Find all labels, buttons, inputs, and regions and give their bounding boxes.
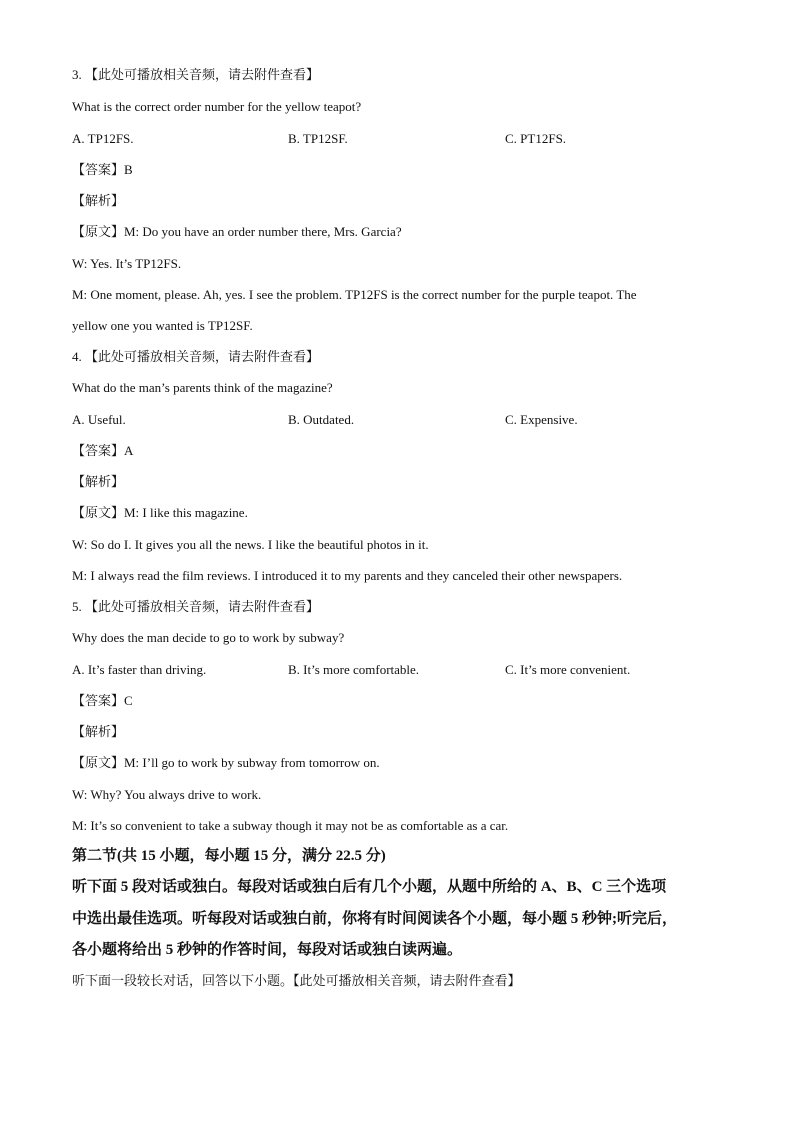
q3-answer: 【答案】B xyxy=(72,162,133,177)
q5-option-a: A. It’s faster than driving. xyxy=(72,662,207,677)
q5-header: 5. 【此处可播放相关音频，请去附件查看】 xyxy=(72,599,320,614)
q4-header: 4. 【此处可播放相关音频，请去附件查看】 xyxy=(72,349,320,364)
q3-transcript-line: M: One moment, please. Ah, yes. I see the problem. TP12FS is the correct number for the purple teapot. The xyxy=(72,287,637,302)
section-instruction-line: 中选出最佳选项。听每段对话或独白前，你将有时间阅读各个小题，每小题 5 秒钟;听完后， xyxy=(72,911,677,927)
q4-analysis: 【解析】 xyxy=(72,474,125,489)
q4-transcript-line: 【原文】M: I like this magazine. xyxy=(72,505,248,520)
q3-option-b: B. TP12SF. xyxy=(288,131,348,146)
q3-analysis: 【解析】 xyxy=(72,193,125,208)
q5-answer: 【答案】C xyxy=(72,693,133,708)
section-instruction-line: 各小题将给出 5 秒钟的作答时间，每段对话或独白读两遍。 xyxy=(72,942,463,958)
q5-option-c: C. It’s more convenient. xyxy=(505,662,631,677)
q5-option-b: B. It’s more comfortable. xyxy=(288,662,420,677)
q3-option-a: A. TP12FS. xyxy=(72,131,134,146)
q5-analysis: 【解析】 xyxy=(72,724,125,739)
q4-option-a: A. Useful. xyxy=(72,412,126,427)
q5-transcript-line: 【原文】M: I’ll go to work by subway from tomorrow on. xyxy=(72,755,380,770)
q3-transcript-line: 【原文】M: Do you have an order number there, Mrs. Garcia? xyxy=(72,224,402,239)
q5-transcript-line: M: It’s so convenient to take a subway though it may not be as comfortable as a car. xyxy=(72,818,509,833)
section-title: 第二节(共 15 小题，每小题 15 分，满分 22.5 分) xyxy=(72,848,386,864)
q5-question: Why does the man decide to go to work by subway? xyxy=(72,630,345,645)
q4-question: What do the man’s parents think of the magazine? xyxy=(72,380,333,395)
q4-transcript-line: W: So do I. It gives you all the news. I like the beautiful photos in it. xyxy=(72,537,429,552)
q4-transcript-line: M: I always read the film reviews. I introduced it to my parents and they canceled their other newspapers. xyxy=(72,568,623,583)
section-note: 听下面一段较长对话，回答以下小题。【此处可播放相关音频，请去附件查看】 xyxy=(72,973,521,988)
q4-option-c: C. Expensive. xyxy=(505,412,578,427)
q3-transcript-line: W: Yes. It’s TP12FS. xyxy=(72,256,182,271)
q3-transcript-line: yellow one you wanted is TP12SF. xyxy=(72,318,253,333)
q5-transcript-line: W: Why? You always drive to work. xyxy=(72,787,262,802)
q3-header: 3. 【此处可播放相关音频，请去附件查看】 xyxy=(72,67,320,82)
q4-option-b: B. Outdated. xyxy=(288,412,355,427)
section-instruction-line: 听下面 5 段对话或独白。每段对话或独白后有几个小题，从题中所给的 A、B、C 三个选项 xyxy=(72,879,667,895)
q3-question: What is the correct order number for the yellow teapot? xyxy=(72,99,362,114)
q3-option-c: C. PT12FS. xyxy=(505,131,567,146)
q4-answer: 【答案】A xyxy=(72,443,134,458)
